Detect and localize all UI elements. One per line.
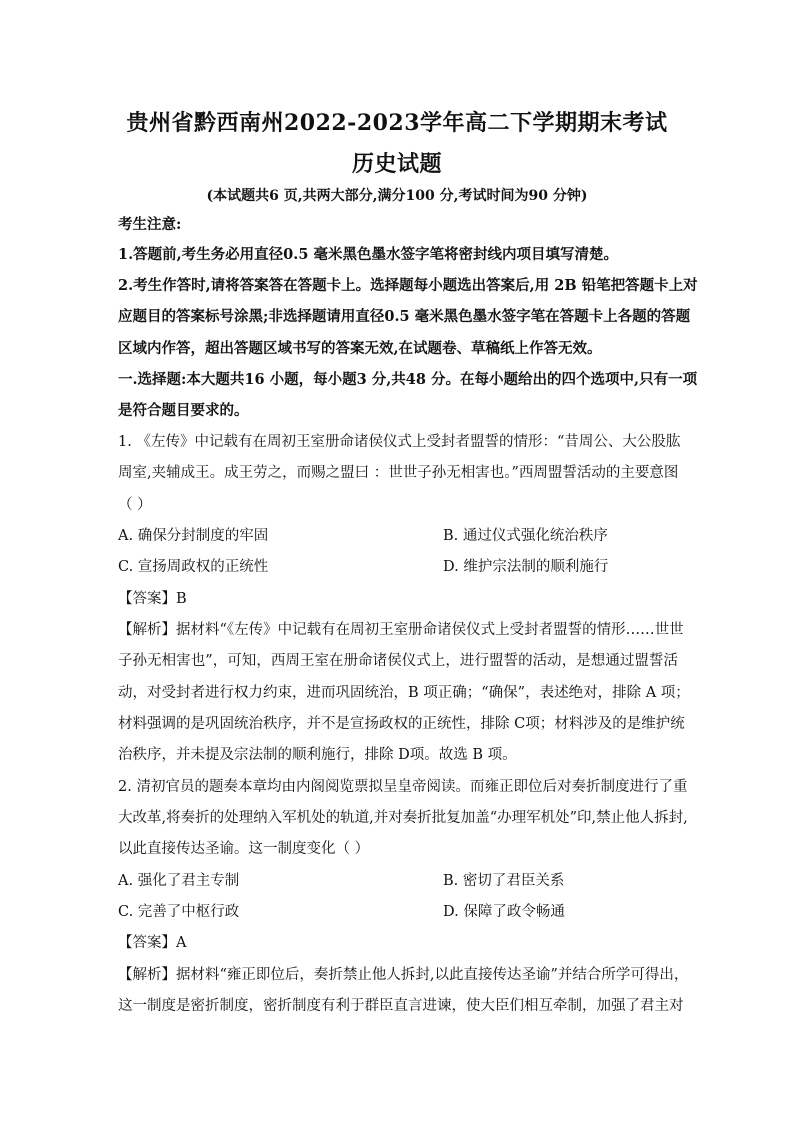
q1-analysis-line: 【解析】据材料“《左传》中记载有在周初王室册命诸侯仪式上受封者盟誓的情形……世世 [118, 622, 684, 638]
q2-answer: 【答案】A [118, 935, 187, 951]
q2-stem-line: 2. 清初官员的题奏本章均由内阁阅览票拟呈皇帝阅读。而雍正即位后对奏折制度进行了重 [118, 779, 688, 795]
exam-subject: 历史试题 [351, 151, 442, 177]
notice-item-2-line: 应题目的答案标号涂黑;非选择题请用直径0.5 毫米黑色墨水签字笔在答题卡上各题的答题 [118, 308, 691, 325]
exam-info: (本试题共6 页,共两大部分,满分100 分,考试时间为90 分钟) [206, 188, 588, 204]
q2-stem-line: 大改革,将奏折的处理纳入军机处的轨道,并对奏折批复加盖“办理军机处”印,禁止他人拆封, [118, 810, 688, 826]
q1-answer: 【答案】B [118, 591, 187, 607]
exam-title: 贵州省黔西南州2022-2023学年高二下学期期末考试 [126, 110, 668, 136]
q1-analysis-line: 动，对受封者进行权力约束，进而巩固统治，B 项正确；“确保”，表述绝对，排除 A 项； [118, 685, 690, 701]
section-heading-line: 是符合题目要求的。 [118, 402, 249, 419]
q2-stem-line: 以此直接传达圣谕。这一制度变化（ ） [118, 841, 370, 857]
notice-heading: 考生注意: [118, 216, 182, 233]
q2-analysis-line: 这一制度是密折制度，密折制度有利于群臣直言进谏，使大臣们相互牵制，加强了君主对 [118, 998, 684, 1014]
notice-item-1: 1.答题前,考生务必用直径0.5 毫米黑色墨水签字笔将密封线内项目填写清楚。 [118, 246, 618, 263]
section-heading-line: 一.选择题:本大题共16 小题，每小题3 分,共48 分。在每小题给出的四个选项中,只有一项 [118, 371, 698, 388]
q1-option-d: D. 维护宗法制的顺利施行 [443, 559, 609, 575]
q2-option-b: B. 密切了君臣关系 [443, 873, 565, 889]
q1-stem-line: 周室,夹辅成王。成王劳之，而赐之盟曰 ：世世子孙无相害也。”西周盟誓活动的主要意图 [118, 465, 679, 481]
q1-stem-line: （ ） [118, 497, 152, 513]
q2-option-c: C. 完善了中枢行政 [118, 904, 240, 920]
notice-item-2-line: 2.考生作答时,请将答案答在答题卡上。选择题每小题选出答案后,用 2B 铅笔把答题卡上对 [118, 277, 698, 294]
q1-option-a: A. 确保分封制度的牢固 [118, 528, 269, 544]
q2-option-d: D. 保障了政令畅通 [443, 904, 565, 920]
q2-analysis-line: 【解析】据材料“雍正即位后，奏折禁止他人拆封,以此直接传达圣谕”并结合所学可得出， [118, 967, 689, 983]
q1-option-c: C. 宣扬周政权的正统性 [118, 559, 269, 575]
notice-item-2-line: 区域内作答，超出答题区域书写的答案无效,在试题卷、草稿纸上作答无效。 [118, 340, 602, 357]
q1-analysis-line: 子孙无相害也”，可知，西周王室在册命诸侯仪式上，进行盟誓的活动，是想通过盟誓活 [118, 653, 678, 669]
q2-option-a: A. 强化了君主专制 [118, 873, 240, 889]
q1-stem-line: 1. 《左传》中记载有在周初王室册命诸侯仪式上受封者盟誓的情形：“昔周公、大公股肱 [118, 434, 681, 450]
q1-analysis-line: 治秩序，并未提及宗法制的顺利施行，排除 D项。故选 B 项。 [118, 747, 517, 763]
q1-analysis-line: 材料强调的是巩固统治秩序，并不是宣扬政权的正统性，排除 C项；材料涉及的是维护统 [118, 716, 685, 732]
q1-option-b: B. 通过仪式强化统治秩序 [443, 528, 608, 544]
